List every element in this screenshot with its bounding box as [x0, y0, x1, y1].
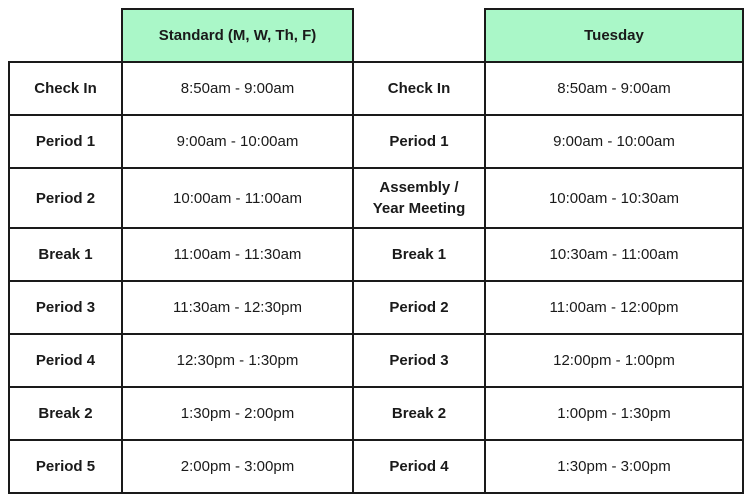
- tuesday-period-label: Break 2: [353, 387, 485, 440]
- standard-period-label: Period 4: [9, 334, 122, 387]
- standard-period-label: Check In: [9, 62, 122, 115]
- tuesday-period-label: Check In: [353, 62, 485, 115]
- header-row: [9, 9, 743, 62]
- table-row: [9, 281, 743, 334]
- table-row: [9, 168, 743, 228]
- standard-period-label: Period 3: [9, 281, 122, 334]
- standard-period-time: 8:50am - 9:00am: [122, 62, 353, 115]
- tuesday-period-label: Period 4: [353, 440, 485, 493]
- table-row: [9, 334, 743, 387]
- standard-period-label: Break 2: [9, 387, 122, 440]
- tuesday-period-time: 8:50am - 9:00am: [485, 62, 743, 115]
- tuesday-period-time: 11:00am - 12:00pm: [485, 281, 743, 334]
- tuesday-period-label: Break 1: [353, 228, 485, 281]
- table-row: [9, 387, 743, 440]
- tuesday-period-time: 1:00pm - 1:30pm: [485, 387, 743, 440]
- standard-period-time: 1:30pm - 2:00pm: [122, 387, 353, 440]
- standard-period-time: 9:00am - 10:00am: [122, 115, 353, 168]
- tuesday-label-line2: Year Meeting: [372, 200, 466, 217]
- standard-period-time: 2:00pm - 3:00pm: [122, 440, 353, 493]
- tuesday-period-time: 1:30pm - 3:00pm: [485, 440, 743, 493]
- tuesday-period-label: [353, 168, 485, 228]
- tuesday-period-label: Period 3: [353, 334, 485, 387]
- tuesday-period-label: Period 1: [353, 115, 485, 168]
- standard-period-time: 10:00am - 11:00am: [122, 168, 353, 228]
- standard-schedule-header: Standard (M, W, Th, F): [122, 9, 353, 62]
- tuesday-period-time: 9:00am - 10:00am: [485, 115, 743, 168]
- blank-spacer: [353, 9, 485, 62]
- tuesday-period-time: 12:00pm - 1:00pm: [485, 334, 743, 387]
- blank-corner: [9, 9, 122, 62]
- schedule-table: [8, 8, 744, 494]
- standard-period-label: Period 2: [9, 168, 122, 228]
- standard-period-label: Period 5: [9, 440, 122, 493]
- standard-period-label: Period 1: [9, 115, 122, 168]
- tuesday-period-label: Period 2: [353, 281, 485, 334]
- table-row: [9, 440, 743, 493]
- table-row: [9, 115, 743, 168]
- table-row: [9, 62, 743, 115]
- standard-period-time: 11:30am - 12:30pm: [122, 281, 353, 334]
- tuesday-label-line1: Assembly /: [379, 179, 459, 196]
- standard-period-time: 12:30pm - 1:30pm: [122, 334, 353, 387]
- standard-period-time: 11:00am - 11:30am: [122, 228, 353, 281]
- tuesday-period-time: 10:00am - 10:30am: [485, 168, 743, 228]
- standard-period-label: Break 1: [9, 228, 122, 281]
- tuesday-period-time: 10:30am - 11:00am: [485, 228, 743, 281]
- table-row: [9, 228, 743, 281]
- tuesday-schedule-header: Tuesday: [485, 9, 743, 62]
